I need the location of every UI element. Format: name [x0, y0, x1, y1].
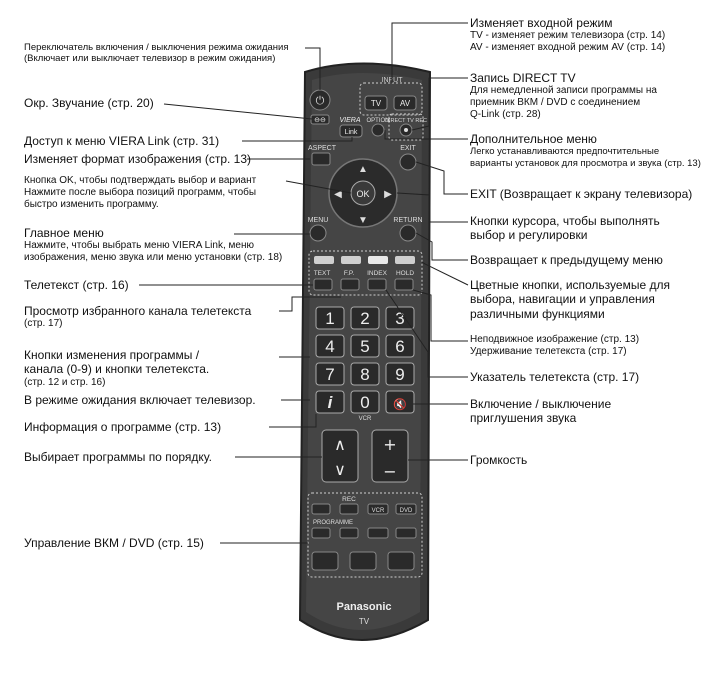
svg-text:−: −	[383, 462, 397, 481]
menu-button	[310, 225, 326, 241]
svg-text:MENU: MENU	[307, 217, 329, 224]
label-exit: EXIT (Возвращает к экрану телевизора)	[470, 187, 693, 201]
vcr-small-label: VCR	[358, 416, 372, 422]
label-return: Возвращает к предыдущему меню	[470, 253, 663, 267]
label-direct-tv: Запись DIRECT TV Для немедленной записи программы на приемник ВКМ / DVD с соединением Q-Link (стр. 28)	[470, 71, 657, 121]
label-programme: Выбирает программы по порядку.	[24, 450, 212, 464]
svg-text:AV: AV	[399, 99, 411, 108]
label-index: Указатель телетекста (стр. 17)	[470, 370, 640, 384]
label-vcr: Управление ВКМ / DVD (стр. 15)	[24, 536, 204, 550]
svg-text:INDEX: INDEX	[367, 270, 387, 277]
svg-text:VCR: VCR	[371, 508, 385, 514]
svg-text:DIRECT TV REC: DIRECT TV REC	[385, 118, 427, 124]
label-mute: Включение / выключение приглушения звука	[470, 397, 612, 426]
stop-button	[312, 552, 338, 570]
label-input: Изменяет входной режим TV - изменяет режим телевизора (стр. 14) AV - изменяет входной режим AV (стр. 14)	[470, 16, 666, 54]
label-viera-link: Доступ к меню VIERA Link (стр. 31)	[24, 134, 220, 148]
svg-text:OK: OK	[356, 189, 370, 199]
digit-2-label: 2	[360, 309, 370, 328]
input-label: INPUT	[381, 77, 403, 84]
option-button	[372, 124, 384, 136]
ff-button	[396, 528, 416, 538]
svg-text:▼: ▼	[358, 215, 368, 226]
digit-4-label: 4	[325, 337, 335, 356]
label-volume: Громкость	[470, 453, 528, 467]
digit-7-label: 7	[325, 365, 335, 384]
hold-button	[395, 279, 413, 290]
label-teletext: Телетекст (стр. 16)	[24, 278, 129, 292]
label-ok: Кнопка OK, чтобы подтверждать выбор и вариант Нажмите после выбора позиций программ, чтобы быстро изменить программу.	[24, 175, 257, 210]
label-menu: Главное меню Нажмите, чтобы выбрать меню VIERA Link, меню изображения, меню звука или меню установки (стр. 18)	[24, 226, 283, 264]
label-standby: Переключатель включения / выключения режима ожидания (Включает или выключает телевизор в режим ожидания)	[24, 42, 289, 65]
svg-text:TV: TV	[358, 617, 370, 626]
blue-button	[395, 256, 415, 264]
digit-5-label: 5	[360, 337, 370, 356]
vcr-prog-up-button	[340, 528, 358, 538]
svg-text:OPTION: OPTION	[366, 118, 390, 124]
svg-text:Link: Link	[344, 129, 358, 136]
return-button	[400, 225, 416, 241]
index-button	[368, 279, 386, 290]
label-cursor: Кнопки курсора, чтобы выполнять выбор и регулировки	[470, 214, 660, 243]
digit-3-label: 3	[395, 309, 405, 328]
brand-logo: Panasonic	[336, 601, 392, 613]
yellow-button	[368, 256, 388, 264]
number-pad	[316, 307, 414, 422]
digit-1-label: 1	[325, 309, 335, 328]
svg-text:HOLD: HOLD	[395, 270, 415, 277]
svg-text:◀: ◀	[334, 189, 342, 200]
svg-text:EXIT: EXIT	[400, 145, 416, 152]
exit-button	[400, 154, 416, 170]
label-numbers: Кнопки изменения программы / канала (0-9) и кнопки телетекста. (стр. 12 и стр. 16)	[24, 348, 210, 388]
digit-8-label: 8	[360, 365, 370, 384]
label-option: Дополнительное меню Легко устанавливаются предпочтительные варианты установок для просмотра и звука (стр. 13)	[470, 132, 701, 169]
svg-text:F.P.: F.P.	[343, 270, 355, 277]
svg-text:RETURN: RETURN	[393, 217, 423, 224]
label-surround: Окр. Звучание (стр. 20)	[24, 96, 154, 110]
rewind-button	[368, 528, 388, 538]
svg-text:∧: ∧	[334, 435, 346, 454]
label-aspect: Изменяет формат изображения (стр. 13)	[24, 152, 251, 166]
svg-text:▶: ▶	[384, 189, 392, 200]
svg-text:REC: REC	[342, 496, 356, 503]
green-button	[341, 256, 361, 264]
svg-text:+: +	[383, 435, 397, 454]
vcr-prog-down-button	[312, 528, 330, 538]
vcr-power-button	[312, 504, 330, 514]
rec-button	[340, 504, 358, 514]
label-info: Информация о программе (стр. 13)	[24, 420, 222, 434]
play-button	[388, 552, 414, 570]
aspect-button	[312, 153, 330, 165]
digit-0-button-label: 0	[360, 393, 370, 412]
text-button	[314, 279, 332, 290]
svg-text:⏻: ⏻	[315, 94, 325, 107]
label-hold: Неподвижное изображение (стр. 13) Удерживание телетекста (стр. 17)	[470, 334, 640, 357]
mute-button-label: 🔇	[393, 399, 407, 411]
pause-play-button	[350, 552, 376, 570]
svg-text:TV: TV	[370, 99, 382, 108]
svg-text:∨: ∨	[334, 460, 346, 479]
svg-text:▲: ▲	[358, 164, 368, 175]
digit-9-label: 9	[395, 365, 405, 384]
svg-text:TEXT: TEXT	[313, 270, 331, 277]
label-color: Цветные кнопки, используемые для выбора, навигации и управления различными функциями	[470, 278, 670, 321]
info-button-label: i	[327, 393, 333, 412]
svg-text:VIERA: VIERA	[339, 117, 361, 124]
label-fp: Просмотр избранного канала телетекста (стр. 17)	[24, 304, 252, 330]
svg-text:DVD: DVD	[399, 508, 413, 514]
svg-text:PROGRAMME: PROGRAMME	[312, 520, 354, 526]
digit-6-label: 6	[395, 337, 405, 356]
label-standby-on: В режиме ожидания включает телевизор.	[24, 393, 256, 407]
svg-text:⊖⊖: ⊖⊖	[314, 117, 326, 124]
svg-text:ASPECT: ASPECT	[307, 145, 337, 152]
fp-button	[341, 279, 359, 290]
red-button	[314, 256, 334, 264]
